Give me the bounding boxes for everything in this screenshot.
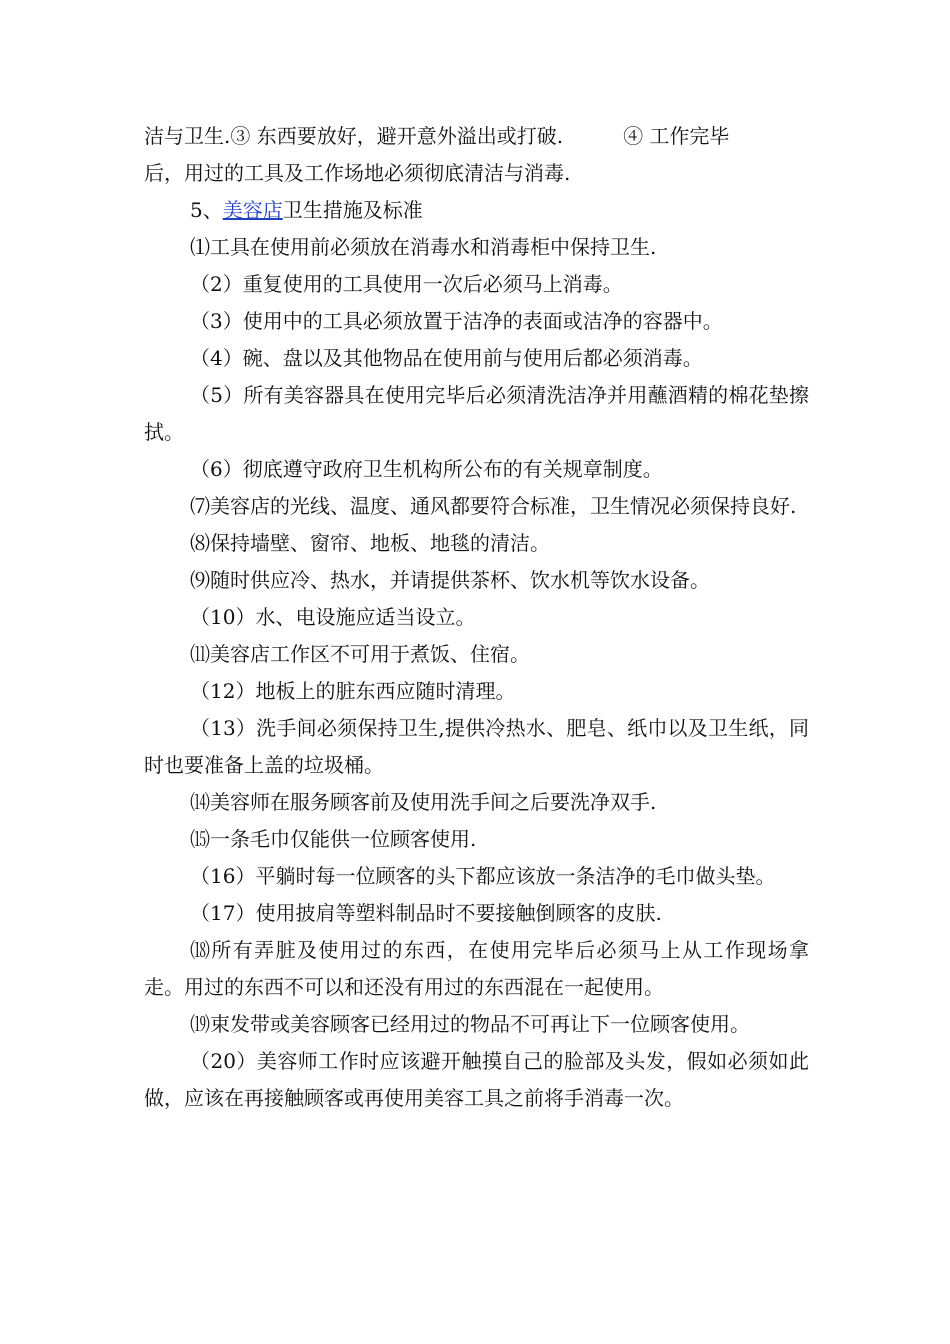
list-item: （5）所有美容器具在使用完毕后必须清洗洁净并用蘸酒精的棉花垫擦拭。 [144,383,809,444]
list-item: （20）美容师工作时应该避开触摸自己的脸部及头发，假如必须如此做，应该在再接触顾客或再使用美容工具之前将手消毒一次。 [144,1049,809,1110]
list-item: （4）碗、盘以及其他物品在使用前与使用后都必须消毒。 [190,346,703,370]
section-heading [144,192,809,229]
list-item: （16）平躺时每一位顾客的头下都应该放一条洁净的毛巾做头垫。 [190,864,776,888]
list-item: ⒂一条毛巾仅能供一位顾客使用. [190,827,477,851]
list-item: （10）水、电设施应适当设立。 [190,605,476,629]
list-item: ⒆束发带或美容顾客已经用过的物品不可再让下一位顾客使用。 [190,1012,750,1036]
list-item: ⑺美容店的光线、温度、通风都要符合标准，卫生情况必须保持良好. [190,494,797,518]
document-body [144,118,809,1117]
list-item: （13）洗手间必须保持卫生,提供冷热水、肥皂、纸巾以及卫生纸，同时也要准备上盖的垃圾桶。 [144,716,809,777]
list-item: ⑴工具在使用前必须放在消毒水和消毒柜中保持卫生. [190,235,657,259]
list-item: ⑼随时供应冷、热水，并请提供茶杯、饮水机等饮水设备。 [190,568,710,592]
section-number: 5、 [190,198,223,222]
intro-text-part-3: 后，用过的工具及工作场地必须彻底清洁与消毒. [144,161,571,185]
list-item: （2）重复使用的工具使用一次后必须马上消毒。 [190,272,623,296]
list-item: ⑻保持墙壁、窗帘、地板、地毯的清洁。 [190,531,550,555]
list-item: （3）使用中的工具必须放置于洁净的表面或洁净的容器中。 [190,309,723,333]
list-item: （12）地板上的脏东西应随时清理。 [190,679,516,703]
list-item: ⒅所有弄脏及使用过的东西，在使用完毕后必须马上从工作现场拿走。用过的东西不可以和还没有用过的东西混在一起使用。 [144,938,809,999]
list-item: （17）使用披肩等塑料制品时不要接触倒顾客的皮肤. [190,901,662,925]
section-title: 卫生措施及标准 [282,198,423,222]
list-item: （6）彻底遵守政府卫生机构所公布的有关规章制度。 [190,457,663,481]
list-item: ⒁美容师在服务顾客前及使用洗手间之后要洗净双手. [190,790,657,814]
beauty-salon-link[interactable]: 美容店 [222,198,283,222]
list-item: ⑾美容店工作区不可用于煮饭、住宿。 [190,642,530,666]
intro-text-part-2: ④ 工作完毕 [623,124,730,148]
intro-paragraph [144,118,809,192]
intro-text-part-1: 洁与卫生.③ 东西要放好，避开意外溢出或打破. [144,124,564,148]
